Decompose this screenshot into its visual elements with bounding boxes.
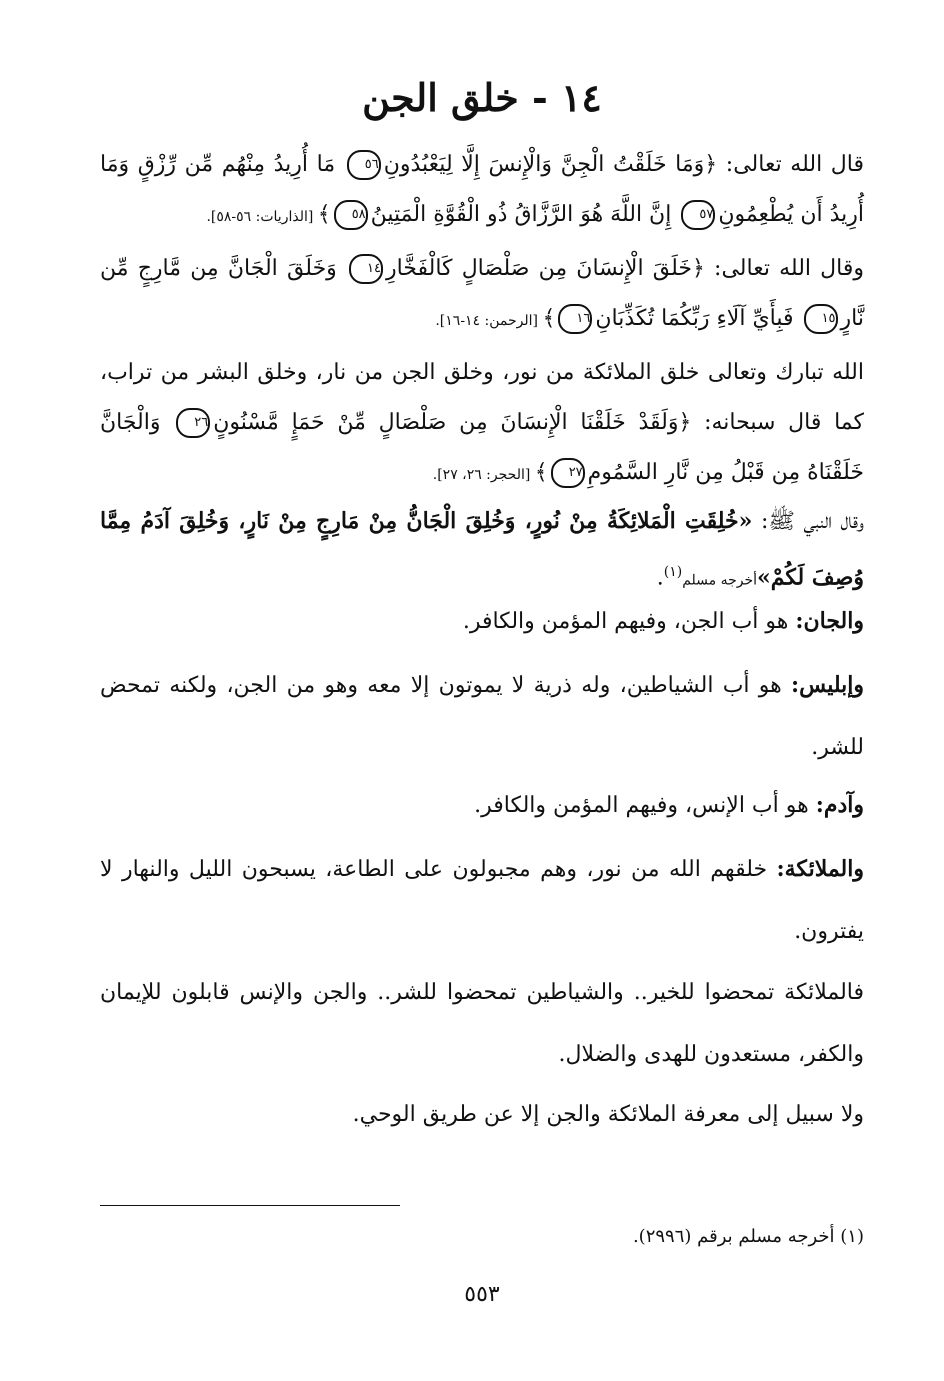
hadith-text: «خُلِقَتِ الْمَلائِكَةُ مِنْ نُورٍ، وَخُلِقَ الْجَانُّ مِنْ مَارِجٍ مِنْ نَارٍ، وَخُلِقَ آدَمُ مِمَّا وُصِفَ لَكُمْ» (100, 508, 864, 591)
body-text: الله تبارك وتعالى خلق الملائكة من نور، وخلق الجن من نار، وخلق البشر من تراب، كما قال سبحانه: (100, 360, 864, 435)
definition-term: والملائكة: (776, 856, 864, 882)
quran-bracket: ﴾ (542, 306, 556, 331)
definition-term: وآدم: (815, 792, 864, 818)
ayah-number: ١٥ (804, 304, 838, 334)
definition-term: وإبليس: (791, 672, 864, 698)
footnote: (١) أخرجه مسلم برقم (٢٩٩٦). (632, 1226, 864, 1247)
quran-reference: [الحجر: ٢٦، ٢٧]. (432, 467, 535, 483)
quran-text: ﴿وَلَقَدْ خَلَقْنَا الْإِنسَانَ مِن صَلْصَالٍ مِّنْ حَمَإٍ مَّسْنُونٍ (213, 410, 692, 435)
definition-iblis (100, 654, 864, 779)
definition-adam (100, 780, 864, 831)
definition-text: هو أب الإنس، وفيهم المؤمن والكافر. (474, 793, 816, 818)
intro-text: وقال النبي ﷺ: (752, 509, 865, 534)
quran-text: مَا أُرِيدُ مِنْهُم مِّن رِّزْقٍ وَمَا أُرِيدُ أَن يُطْعِمُونِ (100, 152, 864, 227)
quran-text: ﴿خَلَقَ الْإِنسَانَ مِن صَلْصَالٍ كَالْفَخَّارِ (385, 256, 705, 281)
footnote-marker: (١) (663, 564, 683, 580)
ayah-number: ٢٧ (551, 458, 585, 488)
quran-text: فَبِأَيِّ آلَاءِ رَبِّكُمَا تُكَذِّبَانِ (595, 306, 801, 331)
quran-reference: [الذاريات: ٥٦-٥٨]. (206, 209, 318, 225)
ayah-number: ١٦ (558, 304, 592, 334)
intro-text: وقال الله تعالى: (704, 256, 865, 281)
quran-text: وَالْجَانَّ خَلَقْنَاهُ مِن قَبْلُ مِن نَّارِ السَّمُومِ (100, 410, 864, 485)
ayah-number: ٥٧ (681, 200, 715, 230)
page-number: ٥٥٣ (464, 1282, 500, 1307)
definition-angels (100, 838, 864, 963)
quran-bracket: ﴾ (534, 460, 548, 485)
quran-quote-rahman (100, 244, 864, 346)
definition-text: هو أب الشياطين، وله ذرية لا يموتون إلا معه وهو من الجن، ولكنه تمحض للشر. (100, 673, 864, 760)
definition-text: هو أب الجن، وفيهم المؤمن والكافر. (462, 609, 796, 634)
hadith-source: أخرجه مسلم (682, 572, 758, 589)
creation-paragraph (100, 348, 864, 500)
footnote-divider (100, 1205, 400, 1206)
page-title: ١٤ - خلق الجن (362, 75, 602, 120)
page (100, 0, 864, 1381)
quran-reference: [الرحمن: ١٤-١٦]. (435, 313, 543, 329)
quran-text: ﴿وَمَا خَلَقْتُ الْجِنَّ وَالْإِنسَ إِلَّا لِيَعْبُدُونِ (383, 152, 718, 177)
quran-text: وَخَلَقَ الْجَانَّ مِن مَّارِجٍ مِّن نَّارٍ (100, 256, 864, 331)
ayah-number: ٥٦ (347, 150, 381, 180)
period: . (656, 565, 664, 591)
ayah-number: ٢٦ (176, 408, 210, 438)
ayah-number: ٥٨ (334, 200, 368, 230)
definition-term: والجان: (795, 608, 864, 634)
intro-text: قال الله تعالى: (717, 152, 865, 177)
quran-bracket: ﴾ (317, 202, 331, 227)
revelation-paragraph: ولا سبيل إلى معرفة الملائكة والجن إلا عن طريق الوحي. (352, 1102, 864, 1127)
hadith-quote (100, 496, 864, 605)
definition-jann (100, 596, 864, 647)
definition-text: خلقهم الله من نور، وهم مجبولون على الطاعة، يسبحون الليل والنهار لا يفترون. (100, 857, 864, 944)
quran-text: إِنَّ اللَّهَ هُوَ الرَّزَّاقُ ذُو الْقُوَّةِ الْمَتِينُ (370, 202, 679, 227)
ayah-number: ١٤ (349, 254, 383, 284)
summary-paragraph: فالملائكة تمحضوا للخير.. والشياطين تمحضوا للشر.. والجن والإنس قابلون للإيمان والكفر، مستعدون للهدى والضلال. (100, 980, 864, 1067)
quran-quote-dhariyat (100, 140, 864, 242)
